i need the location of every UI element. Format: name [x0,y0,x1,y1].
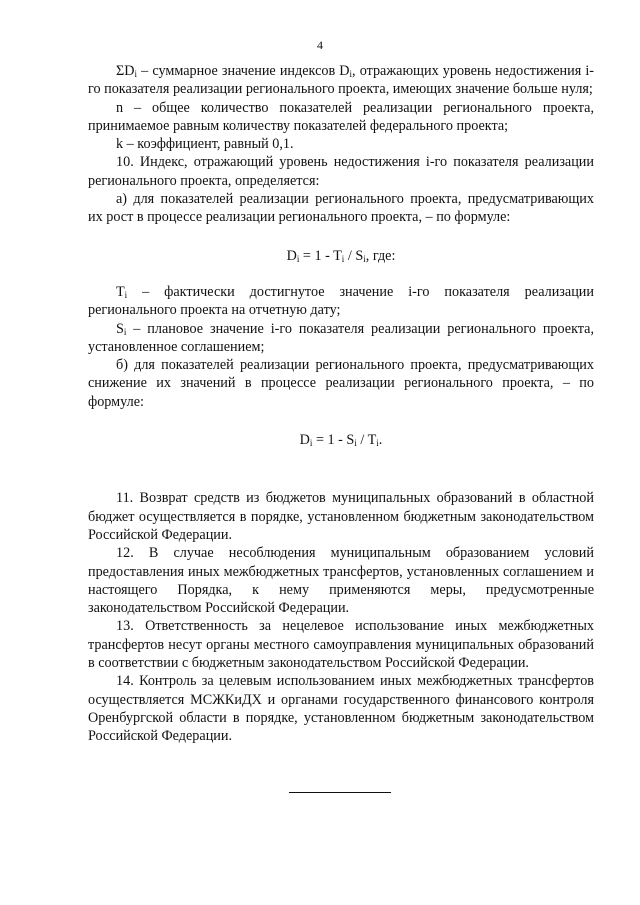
paragraph-13: 13. Ответственность за нецелевое использование иных межбюджетных трансфертов несут органы местного самоуправления муниципальных образований в соответствии с бюджетным законодательством Российской Федерации. [88,618,594,672]
subscript: i [309,438,313,449]
end-separator-line [289,792,391,793]
formula-part: D [286,247,297,264]
paragraph-n-definition: n – общее количество показателей реализации регионального проекта, принимаемое равным количеству показателей федерального проекта; [88,99,594,134]
subscript: i [341,253,345,264]
formula-part: / T [356,432,377,449]
subscript: i [296,253,300,264]
formula-part: = 1 - S [312,432,355,449]
subscript: i [354,438,357,449]
formula-growth [88,247,594,265]
definition-text: – фактически достигнутое значение i-го показателя реализации регионального проекта на отчетную дату; [88,283,594,319]
paragraph-s-definition [88,320,594,357]
document-body [88,62,594,746]
page-number: 4 [317,38,323,52]
subscript: i [349,69,353,79]
paragraph-k-definition: k – коэффициент, равный 0,1. [116,136,294,153]
paragraph-10: 10. Индекс, отражающий уровень недостижения i-го показателя реализации регионального проекта, определяется: [88,154,594,189]
sum-symbol: ΣD [116,63,135,79]
paragraph-12: 12. В случае несоблюдения муниципальным образованием условий предоставления иных межбюджетных трансфертов, установленных соглашением и настоящего Порядка, к нему применяются меры, предусмотренные законодательством Российской Федерации. [88,545,594,617]
spacer [88,467,594,489]
formula-part: D [299,432,310,449]
paragraph-10b: б) для показателей реализации регионального проекта, предусматривающих снижение их значений в процессе реализации регионального проекта, – по формуле: [88,357,594,410]
paragraph-10a: а) для показателей реализации регионального проекта, предусматривающих их рост в процессе реализации регионального проекта, – по формуле: [88,191,594,226]
subscript: i [376,438,379,449]
paragraph-14: 14. Контроль за целевым использованием иных межбюджетных трансфертов осуществляется МСЖКиДХ и органами государственного финансового контроля Оренбургской области в порядке, установленном бюджетным законодательством Российской Федерации. [88,673,594,745]
formula-part: / S [344,247,364,264]
subscript: i [363,253,366,264]
symbol: T [116,283,125,300]
symbol: S [116,320,124,337]
subscript: i [123,326,127,337]
subscript: i [134,69,138,79]
paragraph-t-definition [88,283,594,320]
sum-text-rest: , отражающих уровень недостижения i-го показателя реализации регионального проекта, имеющих значение больше нуля; [88,63,594,98]
paragraph-sum-definition [88,62,594,99]
paragraph-11: 11. Возврат средств из бюджетов муниципальных образований в областной бюджет осуществляется в порядке, установленном бюджетным законодательством Российской Федерации. [88,490,594,543]
formula-part: , где: [365,247,396,264]
formula-part: = 1 - T [299,247,342,264]
formula-decrease [88,431,594,449]
subscript: i [124,289,128,300]
definition-text: – плановое значение i-го показателя реализации регионального проекта, установленное соглашением; [88,320,594,355]
sum-text: – суммарное значение индексов D [137,63,350,79]
formula-part: . [378,432,383,449]
